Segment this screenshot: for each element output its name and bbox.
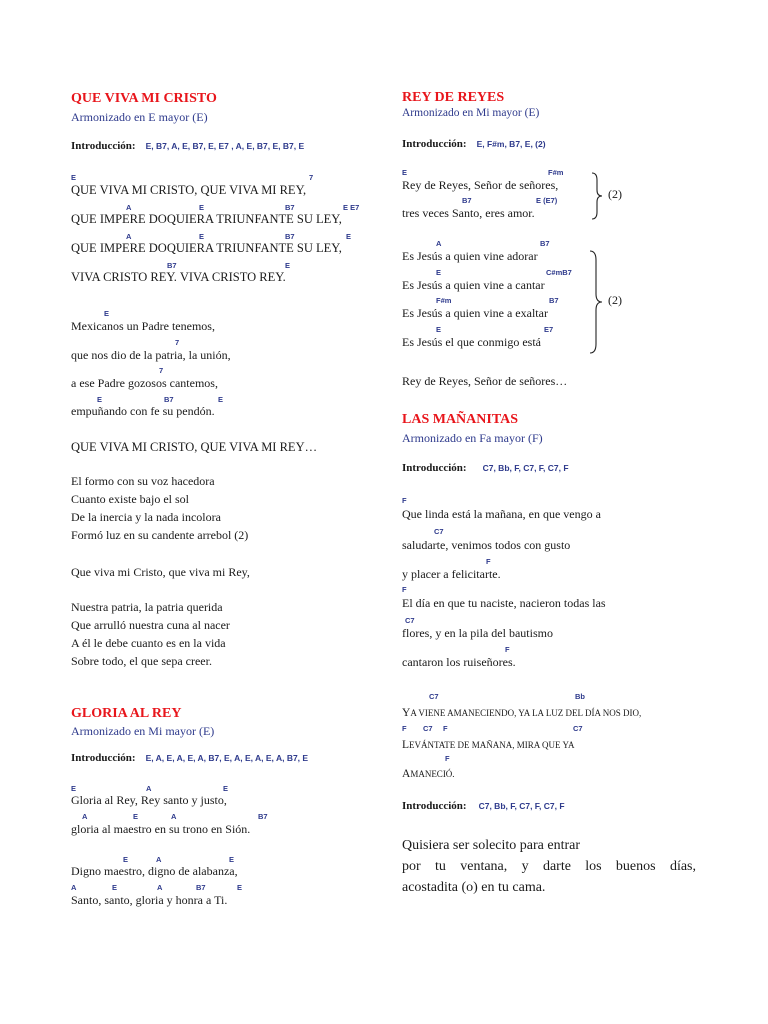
- lyric-line: El formo con su voz hacedora: [71, 474, 215, 488]
- chord: E: [436, 268, 442, 277]
- lyric-line: Cuanto existe bajo el sol: [71, 492, 189, 506]
- chord: E: [237, 883, 243, 892]
- small-caps-line: [402, 764, 455, 782]
- chord: A: [71, 883, 77, 892]
- lyric-line: Es Jesús a quien vine a exaltar: [402, 306, 548, 320]
- lyric-line: VIVA CRISTO REY. VIVA CRISTO REY.: [71, 270, 286, 284]
- lyric-line: tres veces Santo, eres amor.: [402, 206, 535, 220]
- chord: C7: [423, 724, 433, 733]
- chord: E: [229, 855, 235, 864]
- lyric-line: Que arrulló nuestra cuna al nacer: [71, 618, 230, 632]
- song-title: REY DE REYES: [402, 90, 505, 105]
- intro-label: Introducción:: [71, 752, 136, 764]
- chord: E: [133, 812, 139, 821]
- lyric-line: QUE VIVA MI CRISTO, QUE VIVA MI REY…: [71, 440, 318, 454]
- chord: B7: [462, 196, 472, 205]
- chord: E: [71, 784, 77, 793]
- verse-line: por tu ventana, y darte los buenos días,: [402, 859, 696, 874]
- song-title: LAS MAÑANITAS: [402, 412, 519, 427]
- chord: 7: [309, 173, 314, 182]
- chord: B7: [164, 395, 174, 404]
- chord: C7: [429, 692, 439, 701]
- intro-line: [71, 140, 304, 152]
- song-subtitle: Armonizado en Mi mayor (E): [71, 724, 215, 738]
- chord: F: [402, 496, 407, 505]
- chord: B7: [540, 239, 550, 248]
- chord: A: [171, 812, 177, 821]
- chord: B7: [285, 232, 295, 241]
- lyric-line: y placer a felicitarte.: [402, 567, 501, 581]
- chord: B7: [167, 261, 177, 270]
- song-subtitle: Armonizado en Mi mayor (E): [402, 107, 540, 119]
- intro-line: [402, 138, 546, 150]
- lyric-line: A él le debe cuanto es en la vida: [71, 636, 226, 650]
- lyric-line: cantaron los ruiseñores.: [402, 655, 516, 669]
- lyric-line: El día en que tu naciste, nacieron todas las: [402, 596, 606, 610]
- lyric-line: Es Jesús a quien vine adorar: [402, 249, 538, 263]
- chord: B7: [196, 883, 206, 892]
- initial: L: [402, 739, 410, 751]
- lyric-line: Rey de Reyes, Señor de señores…: [402, 374, 568, 388]
- intro-chords: C7, Bb, F, C7, F, C7, F: [478, 801, 565, 811]
- chord: E: [71, 173, 77, 182]
- chord: Bb: [575, 692, 585, 701]
- chord: F: [402, 724, 407, 733]
- intro-chords: E, A, E, A, E, A, B7, E, A, E, A, E, A, B7, E: [145, 753, 309, 763]
- intro-line: [71, 752, 308, 764]
- lyric-line: Sobre todo, el que sepa creer.: [71, 654, 212, 668]
- repeat-mark: (2): [608, 293, 622, 307]
- brace-icon: [590, 172, 604, 220]
- chord: F: [445, 754, 450, 763]
- chord: F#m: [548, 168, 564, 177]
- lyric-line: Nuestra patria, la patria querida: [71, 600, 223, 614]
- song-title: GLORIA AL REY: [71, 706, 182, 721]
- intro-label: Introducción:: [402, 800, 467, 812]
- chord: F: [402, 585, 407, 594]
- chord: B7: [285, 203, 295, 212]
- small-caps: EVÁNTATE DE MAÑANA, MIRA QUE YA: [409, 740, 575, 750]
- intro-chords: E, B7, A, E, B7, E, E7 , A, E, B7, E, B7, E: [145, 141, 305, 151]
- chord: F: [486, 557, 491, 566]
- chord: E: [402, 168, 408, 177]
- verse-line: acostadita (o) en tu cama.: [402, 880, 546, 895]
- song-title: QUE VIVA MI CRISTO: [71, 91, 217, 106]
- chord: B7: [258, 812, 268, 821]
- small-caps-line: [402, 735, 574, 753]
- intro-line: [402, 462, 569, 474]
- chord: 7: [159, 366, 164, 375]
- intro-label: Introducción:: [402, 462, 467, 474]
- chord: E: [223, 784, 229, 793]
- chord: A: [156, 855, 162, 864]
- chord: A: [146, 784, 152, 793]
- chord: C#mB7: [546, 268, 572, 277]
- intro-chords: C7, Bb, F, C7, F, C7, F: [482, 463, 569, 473]
- lyric-line: Santo, santo, gloria y honra a Ti.: [71, 893, 228, 907]
- lyric-line: gloria al maestro en su trono en Sión.: [71, 822, 251, 836]
- song-subtitle: Armonizado en E mayor (E): [71, 110, 208, 124]
- lyric-line: Es Jesús el que conmigo está: [402, 335, 541, 349]
- lyric-line: Es Jesús a quien vine a cantar: [402, 278, 545, 292]
- chord: C7: [434, 527, 444, 536]
- lyric-line: saludarte, venimos todos con gusto: [402, 538, 571, 552]
- chord: E: [104, 309, 110, 318]
- chord: B7: [549, 296, 559, 305]
- chord: E: [346, 232, 352, 241]
- lyric-line: Formó luz en su candente arrebol (2): [71, 528, 249, 542]
- chord: A: [157, 883, 163, 892]
- chord: F#m: [436, 296, 452, 305]
- lyric-line: Que linda está la mañana, en que vengo a: [402, 507, 601, 521]
- chord: A: [436, 239, 442, 248]
- small-caps: MANECIÓ.: [410, 769, 455, 779]
- lyric-line: Digno maestro, digno de alabanza,: [71, 864, 238, 878]
- chord: C7: [573, 724, 583, 733]
- chord: E: [199, 203, 205, 212]
- lyric-line: QUE VIVA MI CRISTO, QUE VIVA MI REY,: [71, 183, 307, 197]
- lyric-line: flores, y en la pila del bautismo: [402, 626, 553, 640]
- repeat-mark: (2): [608, 187, 622, 201]
- chord: F: [443, 724, 448, 733]
- chord: E: [218, 395, 224, 404]
- chord: A: [82, 812, 88, 821]
- small-caps: A VIENE AMANECIENDO, YA LA LUZ DEL DÍA NOS DIO,: [410, 708, 642, 718]
- intro-label: Introducción:: [402, 138, 467, 150]
- lyric-line: QUE IMPERE DOQUIERA TRIUNFANTE SU LEY,: [71, 212, 342, 226]
- song-subtitle: Armonizado en Fa mayor (F): [402, 431, 543, 445]
- chord: E (E7): [536, 196, 558, 205]
- brace-icon: [588, 250, 604, 354]
- chord: E: [199, 232, 205, 241]
- lyric-line: Gloria al Rey, Rey santo y justo,: [71, 793, 227, 807]
- chord: E E7: [343, 203, 360, 212]
- lyric-line: Mexicanos un Padre tenemos,: [71, 319, 215, 333]
- initial: A: [402, 768, 411, 780]
- chord: F: [505, 645, 510, 654]
- chord: 7: [175, 338, 180, 347]
- lyric-line: Rey de Reyes, Señor de señores,: [402, 178, 559, 192]
- lyric-line: empuñando con fe su pendón.: [71, 404, 215, 418]
- chord: E: [123, 855, 129, 864]
- lyric-line: QUE IMPERE DOQUIERA TRIUNFANTE SU LEY,: [71, 241, 342, 255]
- chord: E: [285, 261, 291, 270]
- chord: E7: [544, 325, 554, 334]
- intro-chords: E, F#m, B7, E, (2): [476, 139, 546, 149]
- chord: E: [97, 395, 103, 404]
- lyric-line: Que viva mi Cristo, que viva mi Rey,: [71, 565, 250, 579]
- intro-label: Introducción:: [71, 140, 136, 152]
- chord: A: [126, 203, 132, 212]
- chord: C7: [405, 616, 415, 625]
- intro-line: [402, 800, 565, 812]
- initial: Y: [402, 707, 411, 719]
- verse-line: Quisiera ser solecito para entrar: [402, 838, 581, 853]
- small-caps-line: [402, 703, 641, 721]
- lyric-line: que nos dio de la patria, la unión,: [71, 348, 231, 362]
- chord: E: [436, 325, 442, 334]
- chord: A: [126, 232, 132, 241]
- chord: E: [112, 883, 118, 892]
- lyric-line: De la inercia y la nada incolora: [71, 510, 221, 524]
- lyric-line: a ese Padre gozosos cantemos,: [71, 376, 218, 390]
